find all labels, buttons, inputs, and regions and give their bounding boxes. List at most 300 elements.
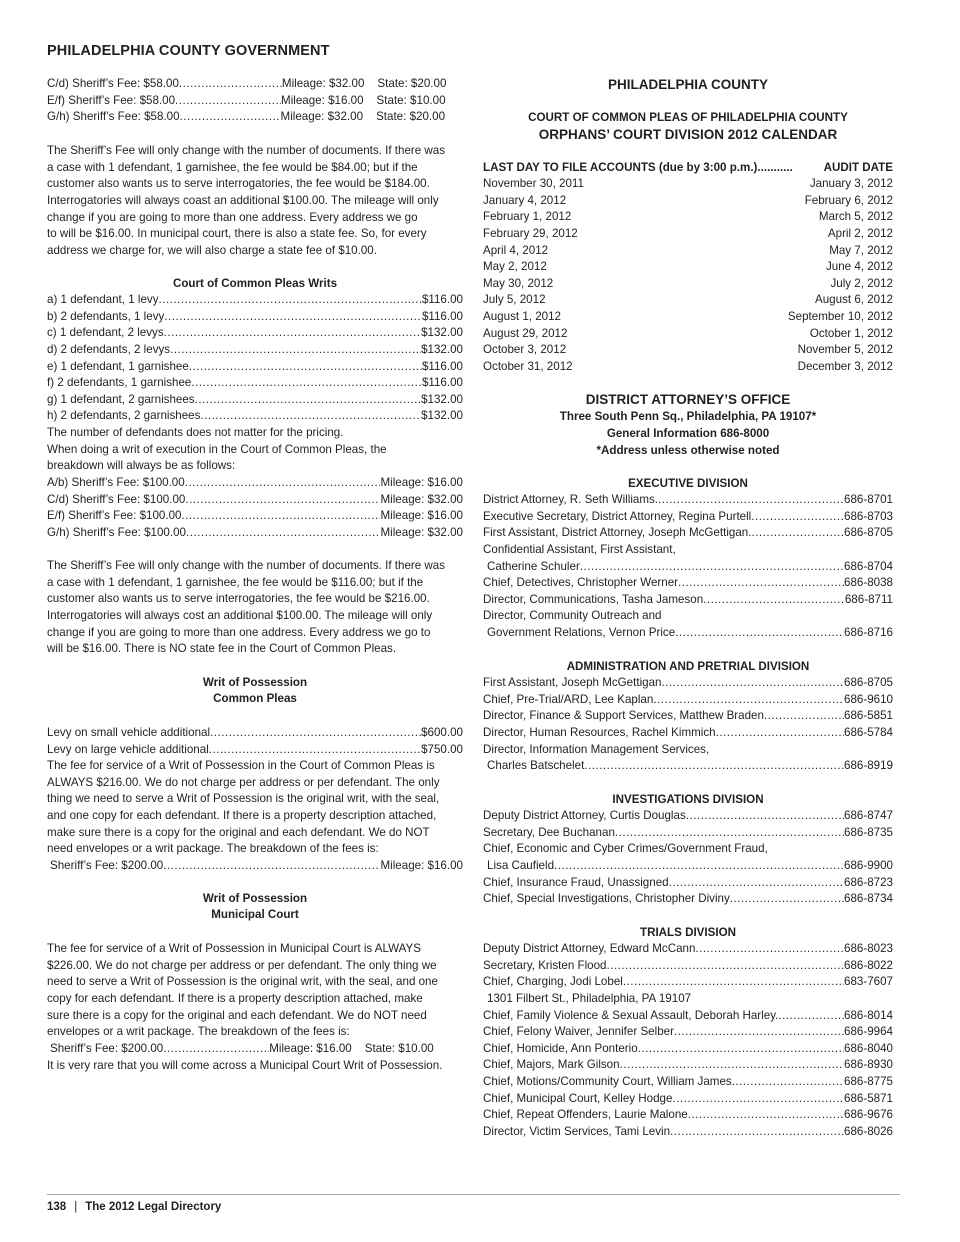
item-phone: 686-8775 bbox=[844, 1075, 893, 1089]
fee-state: State: $10.00 bbox=[364, 1042, 434, 1055]
list-item bbox=[47, 725, 463, 742]
cell-filing: May 30, 2012 bbox=[483, 276, 554, 290]
footer-divider bbox=[47, 1194, 900, 1195]
list-item-text: Director, Community Outreach and bbox=[483, 609, 662, 623]
item-value: Mileage: $32.00 bbox=[380, 492, 463, 506]
fee-state: State: $20.00 bbox=[377, 77, 447, 90]
list-item bbox=[483, 958, 893, 975]
list-item bbox=[483, 1091, 893, 1108]
cell-audit: September 10, 2012 bbox=[787, 310, 893, 324]
text-line: a case with 1 defendant, 1 garnishee, the fee would be $84.00; but if the bbox=[47, 160, 418, 174]
item-label: Chief, Detectives, Christopher Werner bbox=[483, 576, 679, 590]
list-item bbox=[483, 692, 893, 709]
text-line: to will be $16.00. In municipal court, there is also a state fee. So, for every bbox=[47, 227, 427, 241]
item-phone: 686-8023 bbox=[844, 942, 893, 955]
fee-state: State: $20.00 bbox=[376, 110, 446, 124]
leader bbox=[674, 1024, 844, 1041]
leader bbox=[209, 742, 421, 759]
item-phone: 686-8022 bbox=[844, 958, 893, 972]
leader bbox=[672, 1091, 844, 1108]
section-subheading: Municipal Court bbox=[211, 908, 299, 921]
item-label: A/b) Sheriff’s Fee: $100.00 bbox=[47, 476, 185, 489]
list-item bbox=[483, 559, 893, 576]
cell-filing: August 1, 2012 bbox=[483, 310, 561, 324]
list-item bbox=[483, 1057, 893, 1074]
table-row bbox=[483, 326, 893, 343]
item-value: Mileage: $32.00 bbox=[380, 525, 463, 539]
item-label: Chief, Felony Waiver, Jennifer Selber bbox=[483, 1025, 674, 1039]
fee-mileage: Mileage: $16.00 bbox=[281, 93, 364, 107]
item-label: E/f) Sheriff’s Fee: $100.00 bbox=[47, 509, 182, 523]
item-label: h) 2 defendants, 2 garnishees bbox=[47, 409, 201, 423]
fee-mileage: Mileage: $32.00 bbox=[280, 110, 364, 124]
table-row bbox=[483, 243, 893, 260]
list-item bbox=[483, 492, 893, 509]
item-phone: 686-5784 bbox=[844, 725, 893, 739]
item-phone: 686-5871 bbox=[844, 1091, 893, 1105]
fee-row bbox=[47, 93, 463, 110]
item-label: Chief, Repeat Offenders, Laurie Malone bbox=[483, 1108, 688, 1122]
leader bbox=[653, 692, 844, 709]
table-row bbox=[483, 342, 893, 359]
item-phone: 686-8723 bbox=[844, 875, 893, 889]
cell-audit: July 2, 2012 bbox=[830, 276, 893, 290]
text-line: change if you are going to more than one address. Every address we go bbox=[47, 210, 418, 224]
item-label: Charles Batschelet bbox=[487, 759, 585, 773]
paragraph-sheriff-fee bbox=[47, 143, 463, 260]
item-phone: 686-8711 bbox=[844, 592, 893, 606]
table-row bbox=[483, 193, 893, 210]
section-heading: TRIALS DIVISION bbox=[640, 926, 736, 939]
publication-title: The 2012 Legal Directory bbox=[85, 1201, 222, 1213]
list-item bbox=[47, 375, 463, 392]
list-item bbox=[483, 1124, 893, 1141]
list-item bbox=[47, 525, 463, 542]
list-item bbox=[483, 974, 893, 991]
item-label: Chief, Family Violence & Sexual Assault, Deborah Harley. bbox=[483, 1008, 779, 1022]
item-label: District Attorney, R. Seth Williams. bbox=[483, 493, 659, 506]
item-value: $116.00 bbox=[421, 359, 463, 373]
cell-audit: January 3, 2012 bbox=[809, 177, 893, 190]
cell-filing: May 2, 2012 bbox=[483, 260, 547, 274]
leader bbox=[186, 525, 380, 542]
item-value: $116.00 bbox=[421, 376, 463, 390]
leader bbox=[584, 758, 844, 775]
leader bbox=[163, 858, 380, 875]
investigations-list bbox=[483, 808, 893, 908]
item-value: $116.00 bbox=[421, 293, 463, 306]
paragraph-wop-cp bbox=[47, 758, 463, 858]
item-label: First Assistant, District Attorney, Joseph McGettigan. bbox=[483, 526, 752, 540]
text-line: The Sheriff’s Fee will only change with the number of documents. If there was bbox=[47, 559, 446, 572]
fee-mileage: Mileage: $16.00 bbox=[269, 1042, 352, 1055]
leader bbox=[695, 941, 844, 958]
item-label: Deputy District Attorney, Edward McCann bbox=[483, 942, 696, 955]
item-label: Chief, Majors, Mark Gilson bbox=[483, 1058, 620, 1072]
text-line: The fee for service of a Writ of Possession in the Court of Common Pleas is bbox=[47, 759, 435, 772]
item-value: $132.00 bbox=[421, 326, 463, 340]
text-line: change if you are going to more than one address. Every address we go to bbox=[47, 625, 431, 639]
item-label: Sheriff’s Fee: $200.00 bbox=[50, 859, 164, 872]
leader bbox=[180, 109, 281, 126]
footer-separator: | bbox=[74, 1201, 78, 1213]
text-line: need envelopes or a writ package. The breakdown of the fees is: bbox=[47, 842, 379, 856]
item-label: Chief, Insurance Fraud, Unassigned bbox=[483, 875, 669, 889]
list-item bbox=[47, 492, 463, 509]
item-phone: 686-8747 bbox=[844, 809, 893, 822]
list-item-text: Director, Information Management Services, bbox=[483, 742, 710, 756]
leader bbox=[662, 675, 845, 692]
item-label: d) 2 defendants, 2 levys bbox=[47, 342, 171, 356]
executive-list bbox=[483, 492, 893, 642]
list-item bbox=[483, 1024, 893, 1041]
list-item bbox=[47, 742, 463, 759]
section-heading: Writ of Possession bbox=[202, 892, 308, 905]
table-row bbox=[483, 292, 893, 309]
fee-label: E/f) Sheriff’s Fee: $58.00 bbox=[47, 93, 176, 107]
item-label: Chief, Charging, Jodi Lobel bbox=[483, 975, 623, 989]
cell-filing: October 31, 2012 bbox=[483, 360, 573, 374]
item-label: Catherine Schuler bbox=[487, 559, 580, 573]
leader bbox=[675, 625, 844, 642]
list-item bbox=[483, 592, 893, 609]
item-phone: 686-8705 bbox=[844, 676, 893, 689]
list-item bbox=[47, 475, 463, 492]
item-label: Director, Victim Services, Tami Levin bbox=[483, 1125, 671, 1139]
leader bbox=[195, 392, 421, 409]
text-line: address we charge for, we will also charge a state fee of $10.00. bbox=[47, 243, 377, 257]
item-value: $750.00 bbox=[421, 742, 463, 756]
item-label: Director, Finance & Support Services, Matthew Braden bbox=[483, 709, 764, 723]
list-item bbox=[483, 1107, 893, 1124]
leader bbox=[580, 559, 844, 576]
leader bbox=[623, 974, 844, 991]
item-phone: 686-5851 bbox=[844, 709, 893, 723]
list-item bbox=[483, 1041, 893, 1058]
fee-label: G/h) Sheriff’s Fee: $58.00 bbox=[47, 110, 180, 124]
cell-audit: March 5, 2012 bbox=[818, 210, 893, 224]
leader bbox=[778, 1008, 844, 1025]
calendar-title: ORPHANS’ COURT DIVISION 2012 CALENDAR bbox=[538, 127, 838, 142]
fee-row bbox=[47, 109, 463, 126]
text-line: envelopes or a writ package. The breakdown of the fees is: bbox=[47, 1025, 350, 1039]
list-item bbox=[47, 508, 463, 525]
list-item bbox=[483, 875, 893, 892]
item-label: Deputy District Attorney, Curtis Douglas bbox=[483, 809, 686, 822]
text-line: The number of defendants does not matter for the pricing. bbox=[47, 426, 344, 439]
leader bbox=[191, 375, 422, 392]
text-line: ALWAYS $216.00. We do not charge per address or per defendant. The only bbox=[47, 775, 440, 789]
section-heading: EXECUTIVE DIVISION bbox=[628, 477, 748, 490]
section-heading: INVESTIGATIONS DIVISION bbox=[612, 793, 764, 806]
list-item-text: Chief, Economic and Cyber Crimes/Government Fraud, bbox=[483, 842, 768, 856]
leader bbox=[185, 492, 380, 509]
table-row bbox=[483, 276, 893, 293]
item-label: Director, Communications, Tasha Jameson bbox=[483, 592, 704, 606]
leader bbox=[181, 508, 380, 525]
leader bbox=[159, 292, 422, 309]
list-item bbox=[483, 708, 893, 725]
leader bbox=[179, 76, 282, 93]
da-office-title: DISTRICT ATTORNEY’S OFFICE bbox=[585, 392, 791, 407]
item-value: $132.00 bbox=[421, 342, 463, 356]
list-item bbox=[483, 941, 893, 958]
leader bbox=[615, 825, 844, 842]
leader bbox=[730, 891, 844, 908]
calendar-header bbox=[483, 160, 893, 177]
list-item bbox=[483, 509, 893, 526]
cell-filing: February 29, 2012 bbox=[483, 226, 578, 240]
item-label: Chief, Pre-Trial/ARD, Lee Kaplan bbox=[483, 692, 654, 706]
cell-audit: December 3, 2012 bbox=[797, 360, 893, 374]
item-value: $116.00 bbox=[421, 309, 463, 323]
da-address: Three South Penn Sq., Philadelphia, PA 19107* bbox=[559, 410, 817, 423]
list-item bbox=[483, 525, 893, 542]
item-label: Chief, Homicide, Ann Ponterio bbox=[483, 1041, 638, 1055]
section-heading: Writ of Possession bbox=[202, 676, 308, 689]
item-value: $132.00 bbox=[421, 392, 463, 406]
item-value: Mileage: $16.00 bbox=[380, 476, 463, 489]
fee-mileage: Mileage: $32.00 bbox=[281, 77, 365, 90]
item-value: $132.00 bbox=[421, 409, 463, 423]
admin-list bbox=[483, 675, 893, 775]
cell-audit: April 2, 2012 bbox=[827, 226, 893, 240]
page-footer bbox=[47, 1201, 221, 1213]
list-item bbox=[483, 891, 893, 908]
paragraph-pricing bbox=[47, 425, 463, 475]
item-phone: 686-8038 bbox=[844, 576, 893, 590]
list-item bbox=[483, 758, 893, 775]
calendar-table bbox=[483, 176, 893, 376]
item-phone: 686-8919 bbox=[844, 759, 893, 773]
da-general-info: General Information 686-8000 bbox=[606, 427, 770, 440]
item-phone: 686-8716 bbox=[844, 626, 893, 640]
list-item-address: 1301 Filbert St., Philadelphia, PA 19107 bbox=[487, 991, 692, 1005]
text-line: need to serve a Writ of Possession is the original writ, with the seal, and one bbox=[47, 975, 438, 989]
text-line: The Sheriff’s Fee will only change with the number of documents. If there was bbox=[47, 144, 446, 157]
leader bbox=[716, 725, 844, 742]
item-label: Chief, Special Investigations, Christopher Diviny bbox=[483, 892, 730, 906]
leader bbox=[189, 359, 422, 376]
item-phone: 686-8026 bbox=[844, 1125, 893, 1139]
leader bbox=[170, 342, 421, 359]
item-label: First Assistant, Joseph McGettigan bbox=[483, 676, 662, 689]
leader bbox=[732, 1074, 844, 1091]
table-row bbox=[483, 226, 893, 243]
item-phone: 686-8040 bbox=[844, 1041, 893, 1055]
closing-note: It is very rare that you will come across a Municipal Court Writ of Possession. bbox=[47, 1059, 443, 1072]
item-label: Chief, Motions/Community Court, William James bbox=[483, 1075, 732, 1089]
table-row bbox=[483, 176, 893, 193]
text-line: will be $16.00. There is NO state fee in the Court of Common Pleas. bbox=[47, 642, 397, 656]
item-phone: 686-8014 bbox=[844, 1008, 893, 1022]
item-phone: 686-8701 bbox=[844, 493, 893, 506]
leader bbox=[669, 875, 844, 892]
list-item bbox=[47, 292, 463, 309]
item-label: C/d) Sheriff’s Fee: $100.00 bbox=[47, 492, 186, 506]
item-phone: 686-8703 bbox=[844, 509, 893, 523]
leader bbox=[164, 325, 421, 342]
item-value: Mileage: $16.00 bbox=[380, 509, 463, 523]
leader bbox=[163, 1041, 269, 1058]
item-label: Government Relations, Vernon Price bbox=[487, 626, 676, 640]
list-item bbox=[47, 359, 463, 376]
list-item bbox=[47, 325, 463, 342]
page-header: PHILADELPHIA COUNTY GOVERNMENT bbox=[47, 43, 330, 59]
item-phone: 686-9964 bbox=[844, 1025, 893, 1039]
section-subheading: Common Pleas bbox=[213, 692, 297, 705]
list-item bbox=[47, 392, 463, 409]
item-label: g) 1 defendant, 2 garnishees bbox=[47, 392, 195, 406]
writs-list bbox=[47, 292, 463, 425]
text-line: copy for each defendant. If there is a property description attached, make bbox=[47, 991, 423, 1005]
leader bbox=[764, 708, 844, 725]
item-phone: 686-8705 bbox=[844, 526, 893, 540]
list-item-text: Confidential Assistant, First Assistant, bbox=[483, 542, 676, 556]
section-heading: ADMINISTRATION AND PRETRIAL DIVISION bbox=[566, 660, 810, 673]
list-item bbox=[47, 408, 463, 425]
fee-state: State: $10.00 bbox=[376, 93, 446, 107]
execution-fees bbox=[47, 475, 463, 542]
leader bbox=[751, 525, 844, 542]
item-phone: 686-8704 bbox=[844, 559, 893, 573]
item-phone: 686-9676 bbox=[844, 1108, 893, 1122]
leader bbox=[686, 808, 844, 825]
levies-list bbox=[47, 725, 463, 758]
list-item bbox=[483, 808, 893, 825]
table-row bbox=[483, 259, 893, 276]
calendar-col-filing: LAST DAY TO FILE ACCOUNTS (due by 3:00 p.m.)........... bbox=[483, 161, 793, 174]
list-item bbox=[483, 725, 893, 742]
item-phone: 686-9610 bbox=[844, 692, 893, 706]
section-heading: Court of Common Pleas Writs bbox=[172, 277, 338, 290]
text-line: a case with 1 defendant, 1 garnishee, the fee would be $116.00; but if the bbox=[47, 575, 424, 589]
leader bbox=[210, 725, 421, 742]
leader bbox=[554, 858, 844, 875]
item-phone: 683-7607 bbox=[844, 975, 893, 989]
mc-fee-row bbox=[50, 1041, 434, 1058]
fee-row bbox=[47, 76, 463, 93]
item-label: Chief, Municipal Court, Kelley Hodge bbox=[483, 1091, 673, 1105]
item-label: e) 1 defendant, 1 garnishee bbox=[47, 359, 189, 373]
item-label: c) 1 defendant, 2 levys bbox=[47, 326, 164, 340]
list-item bbox=[483, 625, 893, 642]
item-phone: 686-8930 bbox=[844, 1058, 893, 1072]
table-row bbox=[483, 209, 893, 226]
cell-filing: January 4, 2012 bbox=[483, 193, 567, 207]
list-item bbox=[47, 342, 463, 359]
cell-filing: July 5, 2012 bbox=[483, 293, 546, 307]
list-item bbox=[47, 309, 463, 326]
court-title: COURT OF COMMON PLEAS OF PHILADELPHIA COUNTY bbox=[528, 111, 848, 124]
leader bbox=[175, 93, 281, 110]
item-label: Executive Secretary, District Attorney, Regina Purtell bbox=[483, 509, 752, 523]
calendar-col-audit: AUDIT DATE bbox=[823, 161, 893, 174]
top-fees bbox=[47, 76, 463, 126]
cell-audit: May 7, 2012 bbox=[829, 243, 893, 257]
cell-filing: November 30, 2011 bbox=[483, 177, 584, 190]
cell-audit: June 4, 2012 bbox=[825, 260, 893, 274]
paragraph-sheriff-fee-cp bbox=[47, 558, 463, 658]
item-label: Levy on small vehicle additional bbox=[47, 726, 211, 739]
item-phone: 686-9900 bbox=[844, 858, 893, 872]
item-value: $600.00 bbox=[421, 726, 463, 739]
leader bbox=[688, 1107, 844, 1124]
cell-audit: August 6, 2012 bbox=[815, 293, 893, 307]
list-item bbox=[483, 825, 893, 842]
cell-audit: February 6, 2012 bbox=[804, 193, 893, 207]
text-line: and one copy for each defendant. If there is a property description attached, bbox=[47, 808, 437, 822]
text-line: thing we need to serve a Writ of Possession is the original writ, with the seal, bbox=[47, 792, 440, 806]
trials-list bbox=[483, 941, 893, 1141]
leader bbox=[658, 492, 844, 509]
item-label: f) 2 defendants, 1 garnishee bbox=[47, 376, 192, 390]
leader bbox=[751, 509, 844, 526]
page-number: 138 bbox=[47, 1201, 67, 1213]
table-row bbox=[483, 359, 893, 376]
leader bbox=[164, 309, 422, 326]
leader bbox=[620, 1057, 844, 1074]
text-line: The fee for service of a Writ of Possession in Municipal Court is ALWAYS bbox=[47, 942, 421, 955]
list-item bbox=[483, 1074, 893, 1091]
text-line: $226.00. We do not charge per address or per defendant. The only thing we bbox=[47, 958, 437, 972]
paragraph-wop-mc bbox=[47, 941, 463, 1041]
text-line: When doing a writ of execution in the Court of Common Pleas, the bbox=[47, 442, 387, 456]
county-title: PHILADELPHIA COUNTY bbox=[607, 77, 768, 92]
list-item bbox=[483, 858, 893, 875]
table-row bbox=[483, 309, 893, 326]
text-line: customer also wants us to serve interrogatories, the fee would be $216.00. bbox=[47, 592, 430, 606]
fee-label: C/d) Sheriff’s Fee: $58.00 bbox=[47, 77, 179, 90]
leader bbox=[185, 475, 381, 492]
leader bbox=[200, 408, 421, 425]
leader bbox=[670, 1124, 844, 1141]
leader bbox=[607, 958, 844, 975]
text-line: make sure there is a copy for the original and each defendant. We do NOT bbox=[47, 825, 430, 839]
cell-filing: August 29, 2012 bbox=[483, 326, 568, 340]
list-item bbox=[483, 575, 893, 592]
cell-filing: April 4, 2012 bbox=[483, 243, 549, 257]
cell-filing: February 1, 2012 bbox=[483, 210, 572, 224]
item-phone: 686-8734 bbox=[844, 892, 893, 906]
item-label: G/h) Sheriff’s Fee: $100.00 bbox=[47, 525, 186, 539]
text-line: sure there is a copy for the original and each defendant. We do NOT need bbox=[47, 1008, 427, 1022]
item-value: Mileage: $16.00 bbox=[380, 859, 463, 872]
cp-fee-row bbox=[47, 858, 463, 875]
list-item bbox=[483, 675, 893, 692]
cell-filing: October 3, 2012 bbox=[483, 343, 567, 357]
text-line: customer also wants us to serve interrogatories, the fee would be $184.00. bbox=[47, 177, 430, 191]
item-label: Director, Human Resources, Rachel Kimmich bbox=[483, 725, 716, 739]
da-note: *Address unless otherwise noted bbox=[596, 444, 780, 457]
text-line: Interrogatories will always cost an additional $100.00. The mileage will only bbox=[47, 608, 433, 622]
text-line: Interrogatories will always coast an additional $100.00. The mileage will only bbox=[47, 193, 439, 207]
item-label: Lisa Caufield bbox=[487, 858, 555, 872]
cell-audit: November 5, 2012 bbox=[797, 343, 893, 357]
fee-label: Sheriff’s Fee: $200.00 bbox=[50, 1042, 164, 1055]
item-label: a) 1 defendant, 1 levy bbox=[47, 293, 159, 306]
list-item bbox=[483, 1008, 893, 1025]
item-label: b) 2 defendants, 1 levy bbox=[47, 309, 165, 323]
item-label: Secretary, Kristen Flood bbox=[483, 958, 607, 972]
leader bbox=[638, 1041, 844, 1058]
item-label: Levy on large vehicle additional bbox=[47, 742, 209, 756]
item-phone: 686-8735 bbox=[844, 825, 893, 839]
cell-audit: October 1, 2012 bbox=[809, 326, 893, 340]
leader bbox=[678, 575, 844, 592]
item-label: Secretary, Dee Buchanan bbox=[483, 825, 615, 839]
leader bbox=[703, 592, 845, 609]
